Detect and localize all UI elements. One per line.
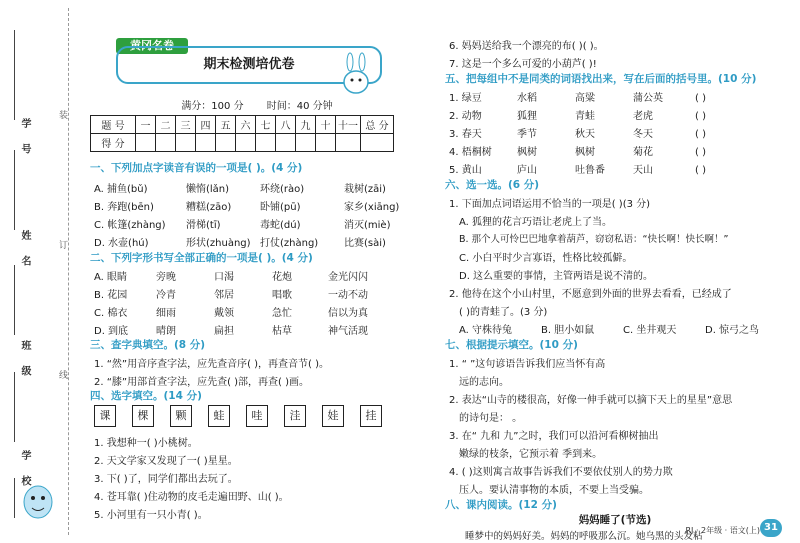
option-text: 花炮: [272, 272, 292, 283]
score-cell: 四: [196, 116, 216, 134]
option-text: C. 棉衣: [94, 308, 128, 319]
s2-row-c: [94, 304, 368, 319]
exam-time: 时间：40 分钟: [266, 101, 333, 112]
char-box: 颗: [170, 405, 192, 427]
score-cell: 三: [176, 116, 196, 134]
rabbit-mascot-icon: [334, 52, 378, 96]
s1-row-a: [94, 180, 386, 195]
word: 吐鲁番: [575, 165, 605, 176]
answer-blank[interactable]: ( ): [695, 165, 706, 176]
s3-question-2: 2. “膝”用部首查字法，应先查( )部，再查( )画。: [94, 377, 310, 388]
option-text: D. 到底: [94, 326, 129, 337]
option-text: 栽树(zāi): [344, 184, 386, 195]
option-text: 消灭(miè): [344, 220, 391, 231]
char-box: 哇: [246, 405, 268, 427]
page-title: 期末检测培优卷: [116, 46, 382, 84]
word: 枫树: [517, 147, 537, 158]
id-line: [14, 30, 15, 120]
option-text: 戴领: [214, 308, 234, 319]
word: 水稻: [517, 93, 537, 104]
s1-row-c: [94, 216, 390, 231]
s2-row-d: [94, 322, 368, 337]
s1-row-b: [94, 198, 399, 213]
option-text: B. 奔跑(bēn): [94, 202, 154, 213]
option-text: 邻居: [214, 290, 234, 301]
score-input[interactable]: [256, 134, 276, 152]
s5-row-4: [449, 143, 706, 158]
option-text: 急忙: [272, 308, 292, 319]
option-text: B. 胆小如鼠: [541, 325, 595, 336]
option-text: 一动不动: [328, 290, 368, 301]
s4-question-6: 6. 妈妈送给我一个漂亮的布( )( )。: [449, 41, 604, 52]
section-2-heading: 二、下列字形书写全部正确的一项是( )。(4 分): [90, 252, 313, 264]
s6-option-c: C. 小白平时少言寡语，性格比较孤僻。: [459, 253, 633, 264]
seal-mid: 订: [57, 240, 67, 249]
score-input[interactable]: [296, 134, 316, 152]
s7-question-3b: 嫩绿的枝条，它预示着 季到来。: [459, 449, 603, 460]
word: 菊花: [633, 147, 653, 158]
option-text: 晴朗: [156, 326, 176, 337]
class-line: [14, 372, 15, 442]
score-cell: 八: [276, 116, 296, 134]
option-text: 神气活现: [328, 326, 368, 337]
name-label: 姓 名: [19, 230, 30, 272]
score-input[interactable]: [316, 134, 336, 152]
score-cell: 一: [136, 116, 156, 134]
option-text: 毒蛇(dú): [260, 220, 301, 231]
section-5-heading: 五、把每组中不是同类的词语找出来，写在后面的括号里。(10 分): [445, 73, 757, 85]
char-box: 挂: [360, 405, 382, 427]
reading-text: 睡梦中的妈妈好美。妈妈的呼吸那么沉。她乌黑的头发粘: [465, 531, 703, 542]
option-text: 唱歌: [272, 290, 292, 301]
s6-option-a: A. 狐狸的花言巧语让老虎上了当。: [459, 217, 613, 228]
s4-question-7: 7. 这是一个多么可爱的小葫芦( )!: [449, 59, 597, 70]
s7-question-2a: 2. 表达“山寺的楼很高，好像一伸手就可以摘下天上的星星”意思: [449, 395, 733, 406]
score-cell: 总 分: [361, 116, 394, 134]
answer-blank[interactable]: ( ): [695, 111, 706, 122]
s5-row-2: [449, 107, 706, 122]
score-cell: 十一: [336, 116, 361, 134]
option-text: 扁担: [214, 326, 234, 337]
word: 青蛙: [575, 111, 595, 122]
s5-row-1: [449, 89, 706, 104]
char-box: 棵: [132, 405, 154, 427]
score-input[interactable]: [136, 134, 156, 152]
score-input[interactable]: [196, 134, 216, 152]
word: 2. 动物: [449, 111, 482, 122]
score-table: [90, 115, 394, 152]
section-8-heading: 八、课内阅读。(12 分): [445, 499, 557, 511]
option-text: B. 花园: [94, 290, 128, 301]
s7-question-4b: 压人。要认清事物的本质，不要上当受骗。: [459, 485, 649, 496]
s7-question-1b: 远的志向。: [459, 377, 509, 388]
option-text: 枯草: [272, 326, 292, 337]
score-header-row: [91, 116, 394, 134]
option-text: 家乡(xiāng): [344, 202, 400, 213]
option-text: A. 眼睛: [94, 272, 128, 283]
section-4-heading: 四、选字填空。(14 分): [90, 390, 202, 402]
option-text: 糟糕(zāo): [186, 202, 232, 213]
option-text: 卧铺(pū): [260, 202, 301, 213]
score-input[interactable]: [216, 134, 236, 152]
word: 庐山: [517, 165, 537, 176]
section-6-heading: 六、选一选。(6 分): [445, 179, 540, 191]
brand-logo: 黄冈名卷: [116, 38, 188, 54]
score-cell: 十: [316, 116, 336, 134]
score-cell: 题 号: [91, 116, 136, 134]
option-text: 信以为真: [328, 308, 368, 319]
char-box: 蛙: [208, 405, 230, 427]
cut-line: [68, 8, 69, 535]
school-label: 学 校: [19, 450, 30, 492]
option-text: C. 坐井观天: [623, 325, 677, 336]
word: 5. 黄山: [449, 165, 482, 176]
left-column: [88, 0, 426, 543]
score-input[interactable]: [336, 134, 361, 152]
char-box: 娃: [322, 405, 344, 427]
word: 季节: [517, 129, 537, 140]
s6-question-1: 1. 下面加点词语运用不恰当的一项是( )(3 分): [449, 199, 651, 210]
s6-option-d: D. 这么重要的事情，主管两语是说不清的。: [459, 271, 654, 282]
option-text: 口渴: [214, 272, 234, 283]
option-text: 细雨: [156, 308, 176, 319]
option-text: 滑梯(tī): [186, 220, 221, 231]
s7-question-2b: 的诗句是： 。: [459, 413, 523, 424]
score-input[interactable]: [176, 134, 196, 152]
option-text: D. 惊弓之鸟: [705, 325, 760, 336]
option-text: A. 捕鱼(bǔ): [94, 184, 148, 195]
s5-row-3: [449, 125, 706, 140]
pencil-mascot-icon: [18, 478, 58, 522]
option-text: 金光闪闪: [328, 272, 368, 283]
word: 秋天: [575, 129, 595, 140]
word: 1. 绿豆: [449, 93, 482, 104]
score-input[interactable]: [361, 134, 394, 152]
option-text: 环绕(rào): [260, 184, 305, 195]
reading-title: 妈妈睡了(节选): [578, 514, 652, 526]
section-1-heading: 一、下列加点字读音有误的一项是( )。(4 分): [90, 162, 303, 174]
option-text: 比赛(sài): [344, 238, 386, 249]
option-text: C. 帐篷(zhàng): [94, 220, 166, 231]
page-number: 31: [760, 519, 782, 537]
id-label: 学 号: [19, 118, 30, 160]
word: 3. 春天: [449, 129, 482, 140]
score-input[interactable]: [156, 134, 176, 152]
s4-question-2: 2. 天文学家又发现了一( )星星。: [94, 456, 238, 467]
word: 天山: [633, 165, 653, 176]
score-value-row: [91, 134, 394, 152]
school-line: [14, 478, 15, 518]
score-input[interactable]: [276, 134, 296, 152]
char-choices: [94, 404, 398, 427]
score-cell: 九: [296, 116, 316, 134]
s6-question-2-line1: 2. 他待在这个小山村里，不愿意到外面的世界去看看，已经成了: [449, 289, 732, 300]
option-text: A. 守株待兔: [459, 325, 513, 336]
s4-question-1: 1. 我想种一( )小桃树。: [94, 438, 198, 449]
seal-bottom: 线: [57, 370, 67, 379]
char-box: 洼: [284, 405, 306, 427]
answer-blank[interactable]: ( ): [695, 147, 706, 158]
s2-row-b: [94, 286, 368, 301]
option-text: 冷青: [156, 290, 176, 301]
word: 狐狸: [517, 111, 537, 122]
section-7-heading: 七、根据提示填空。(10 分): [445, 339, 578, 351]
score-cell: 七: [256, 116, 276, 134]
option-text: 形状(zhuàng): [186, 238, 251, 249]
s7-question-3a: 3. 在“ 九和 九”之时，我们可以沿河看柳树抽出: [449, 431, 659, 442]
score-cell: 五: [216, 116, 236, 134]
word: 老虎: [633, 111, 653, 122]
score-input[interactable]: [236, 134, 256, 152]
class-label: 班 级: [19, 340, 30, 382]
score-cell: 二: [156, 116, 176, 134]
exam-meta: [88, 97, 426, 112]
s4-question-3: 3. 下( )了，同学们都出去玩了。: [94, 474, 238, 485]
course-footer: RJ · 2年级 · 语文(上): [685, 526, 760, 535]
option-text: 打仗(zhàng): [260, 238, 319, 249]
s2-row-a: [94, 268, 368, 283]
word: 高粱: [575, 93, 595, 104]
s1-row-d: [94, 234, 386, 249]
word: 冬天: [633, 129, 653, 140]
s7-question-4a: 4. ( )这则寓言故事告诉我们不要依仗别人的势力欺: [449, 467, 673, 478]
s7-question-1a: 1. “ ”这句谚语告诉我们应当怀有高: [449, 359, 606, 370]
s6-option-b: B. 那个人可怜巴巴地拿着葫芦，窃窃私语：“快长啊！快长啊！”: [459, 234, 729, 245]
score-cell: 六: [236, 116, 256, 134]
s3-question-1: 1. “然”用音序查字法，应先查音序( )，再查音节( )。: [94, 359, 330, 370]
s6-question-2-line2: ( )的青蛙了。(3 分): [459, 307, 548, 318]
word: 蒲公英: [633, 93, 663, 104]
answer-blank[interactable]: ( ): [695, 129, 706, 140]
option-text: 懒惰(lǎn): [186, 184, 230, 195]
s4-question-5: 5. 小河里有一只小青( )。: [94, 510, 208, 521]
right-column: [445, 0, 785, 543]
word: 枫树: [575, 147, 595, 158]
char-box: 课: [94, 405, 116, 427]
s6-q2-options: [459, 321, 759, 336]
seal-top: 装: [57, 110, 67, 119]
option-text: D. 水壶(hú): [94, 238, 149, 249]
s4-question-4: 4. 苍耳靠( )住动物的皮毛走遍田野、山( )。: [94, 492, 289, 503]
binding-margin: [0, 0, 88, 543]
full-score: 满分：100 分: [181, 101, 244, 112]
s5-row-5: [449, 161, 706, 176]
answer-blank[interactable]: ( ): [695, 93, 706, 104]
score-row-label: 得 分: [91, 134, 136, 152]
name-line-bottom: [14, 265, 15, 335]
word: 4. 梧桐树: [449, 147, 492, 158]
option-text: 旁晚: [156, 272, 176, 283]
section-3-heading: 三、查字典填空。(8 分): [90, 339, 206, 351]
name-line-top: [14, 150, 15, 230]
